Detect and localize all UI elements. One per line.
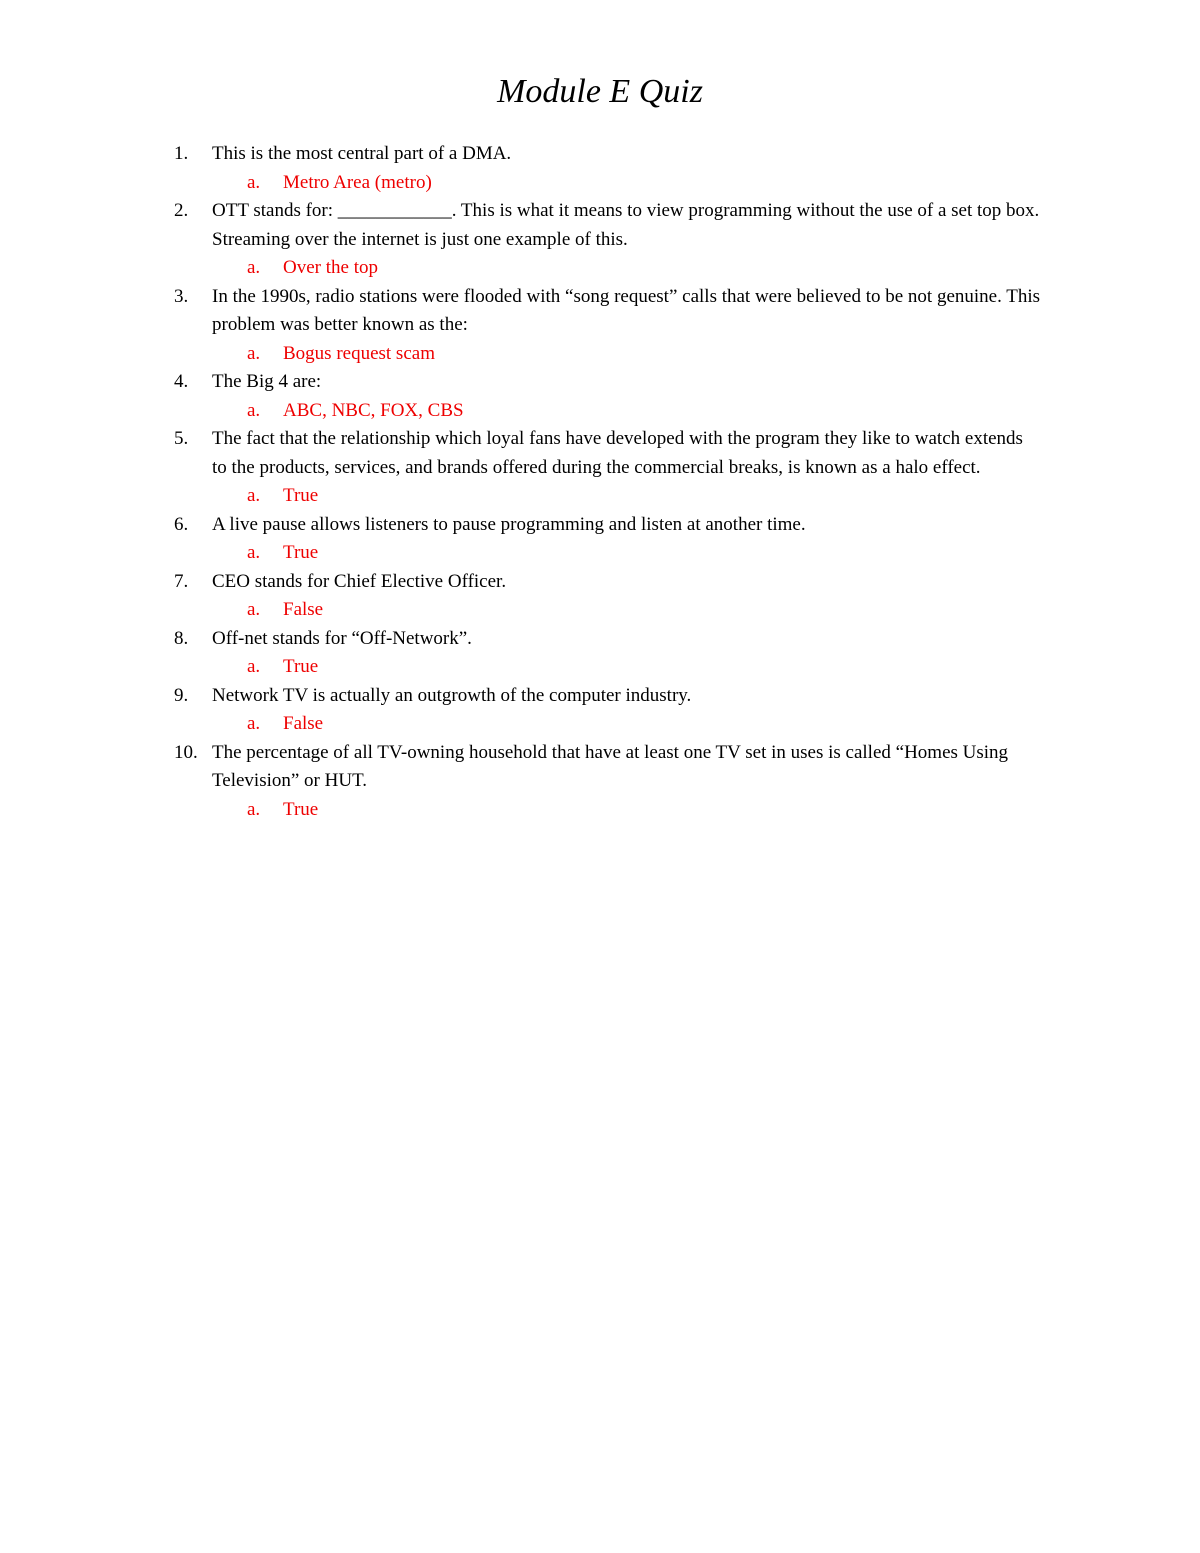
answer-letter: a. — [247, 171, 261, 193]
answer-text: True — [283, 542, 319, 563]
question-text: A live pause allows listeners to pause programming and listen at another time. — [212, 513, 806, 535]
answer-letter: a. — [247, 599, 261, 620]
answer-text: ABC, NBC, FOX, CBS — [283, 399, 464, 421]
answer-text: True — [283, 656, 319, 677]
question-number: 6. — [174, 513, 189, 535]
answer-text: False — [283, 713, 324, 734]
answer-line — [0, 169, 1200, 198]
answer-line — [0, 539, 1200, 568]
answer-text: Bogus request scam — [283, 342, 435, 364]
answer-text: Metro Area (metro) — [283, 171, 432, 193]
question-text: Off-net stands for “Off-Network”. — [212, 627, 472, 649]
quiz-question — [0, 197, 1200, 283]
answer-letter: a. — [247, 713, 261, 734]
quiz-question-list — [0, 140, 1200, 824]
question-text: This is the most central part of a DMA. — [212, 143, 512, 164]
answer-line — [0, 482, 1200, 511]
document-title: Module E Quiz — [497, 73, 703, 110]
answer-letter: a. — [247, 798, 261, 820]
answer-letter: a. — [247, 399, 261, 421]
question-number: 3. — [174, 285, 189, 307]
question-number: 5. — [174, 428, 189, 449]
question-number: 9. — [174, 684, 189, 706]
question-number: 10. — [174, 741, 198, 763]
question-text: OTT stands for: ____________. This is what it means to view programming without the use of a set top box. Streaming over the internet is just one example of this. — [212, 200, 1040, 250]
question-text: The fact that the relationship which loyal fans have developed with the program they like to watch extends to the products, services, and brands offered during the commercial breaks, is known as a halo effect. — [212, 428, 1023, 478]
quiz-question — [0, 511, 1200, 568]
question-number: 1. — [174, 143, 189, 164]
quiz-question — [0, 625, 1200, 682]
question-number: 7. — [174, 570, 189, 592]
answer-line — [0, 340, 1200, 369]
answer-line — [0, 653, 1200, 682]
answer-line — [0, 596, 1200, 625]
question-number: 8. — [174, 627, 189, 649]
question-text: The Big 4 are: — [212, 371, 322, 392]
answer-text: False — [283, 599, 324, 620]
question-text: CEO stands for Chief Elective Officer. — [212, 570, 507, 592]
answer-letter: a. — [247, 257, 261, 278]
quiz-question — [0, 739, 1200, 825]
quiz-question — [0, 140, 1200, 197]
quiz-question — [0, 568, 1200, 625]
answer-letter: a. — [247, 342, 261, 364]
quiz-question — [0, 682, 1200, 739]
answer-line — [0, 397, 1200, 426]
answer-text: True — [283, 798, 319, 820]
answer-letter: a. — [247, 656, 261, 677]
question-text: Network TV is actually an outgrowth of the computer industry. — [212, 684, 692, 706]
answer-text: True — [283, 485, 319, 506]
answer-line — [0, 796, 1200, 825]
quiz-question — [0, 368, 1200, 425]
quiz-question — [0, 283, 1200, 369]
answer-letter: a. — [247, 542, 261, 563]
answer-letter: a. — [247, 485, 261, 506]
answer-line — [0, 710, 1200, 739]
question-number: 4. — [174, 371, 189, 392]
quiz-question — [0, 425, 1200, 511]
answer-text: Over the top — [283, 257, 378, 278]
question-number: 2. — [174, 200, 189, 221]
question-text: The percentage of all TV-owning household that have at least one TV set in uses is called “Homes Using Television” or HUT. — [212, 741, 1009, 791]
answer-line — [0, 254, 1200, 283]
question-text: In the 1990s, radio stations were flooded with “song request” calls that were believed to be not genuine. This problem was better known as the: — [212, 285, 1041, 335]
